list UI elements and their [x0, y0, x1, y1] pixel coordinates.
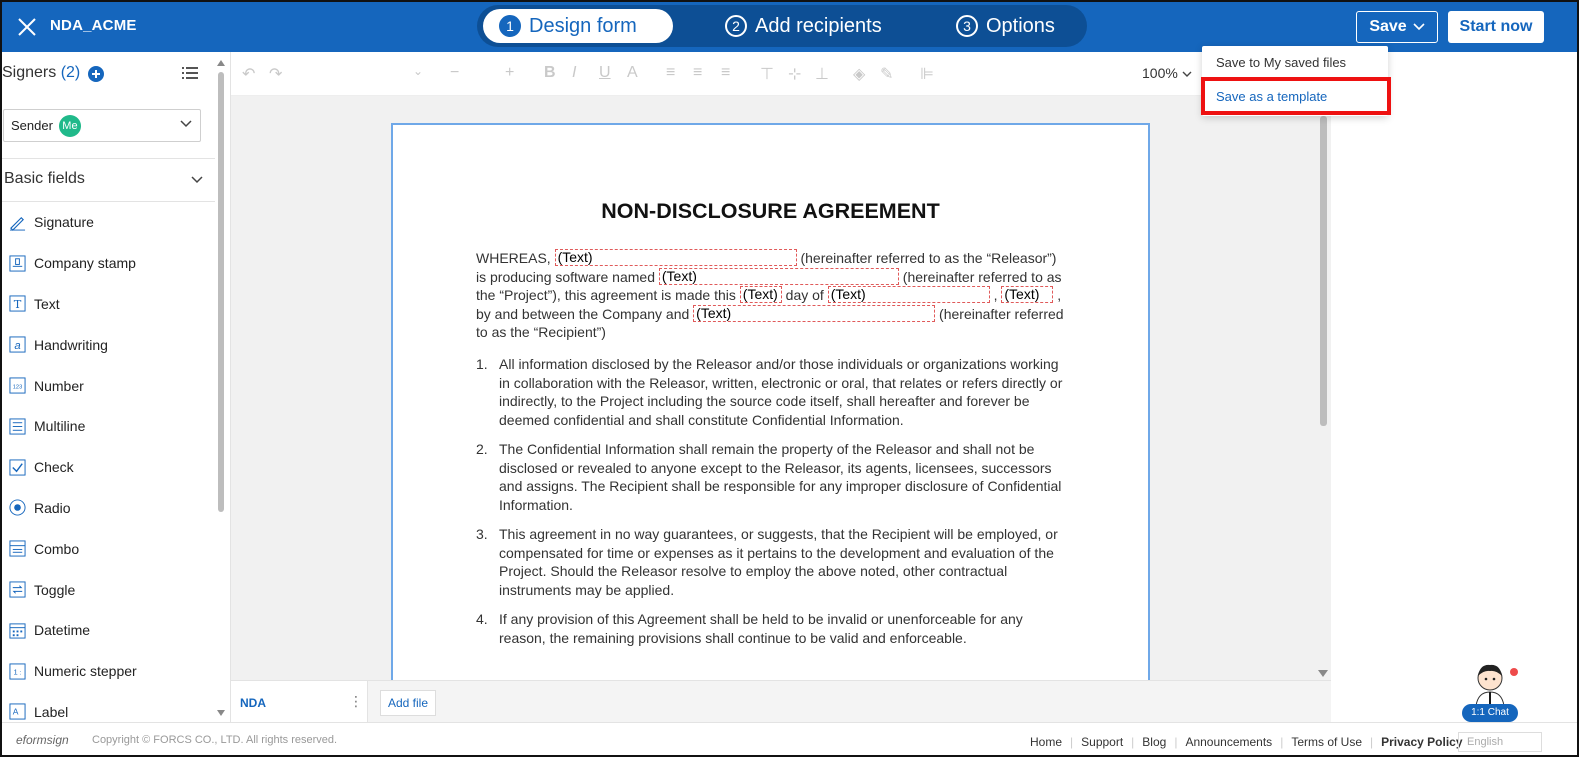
increase-size-icon[interactable]: + — [505, 64, 515, 81]
start-now-button[interactable]: Start now — [1448, 11, 1544, 43]
clause-number: 1. — [476, 356, 488, 372]
font-dropdown-icon[interactable]: ⌄ — [413, 64, 424, 78]
field-label: Toggle — [34, 581, 76, 598]
sidebar-scroll-thumb[interactable] — [218, 72, 224, 512]
scroll-down-icon[interactable] — [1318, 670, 1328, 677]
preamble-text: (hereinafter referred to as the “Releasor”) — [800, 250, 1057, 266]
footer-link-announcements[interactable]: Announcements — [1185, 735, 1273, 749]
field-label: Company stamp — [34, 255, 136, 272]
step-number: 2 — [725, 15, 747, 37]
footer-link-privacy[interactable]: Privacy Policy — [1381, 735, 1463, 749]
chat-avatar-icon — [1462, 662, 1518, 706]
font-color-icon[interactable]: A — [627, 64, 638, 81]
clause-number: 2. — [476, 441, 488, 457]
bold-icon[interactable]: B — [544, 64, 556, 81]
field-label: Text — [34, 295, 60, 312]
align-right-icon[interactable]: ≡ — [721, 64, 731, 81]
clause-text: All information disclosed by the Releasor and/or those individuals or organizations working in collaboration with the Releasor, written, electronic or oral, that relates or refers directly or indirectly, to the Project including the source code itself, shall hereafter and forever be deemed confidential and shall constitute Confidential Information. — [499, 356, 1063, 428]
chevron-down-icon[interactable] — [191, 176, 203, 184]
scroll-down-icon[interactable] — [217, 710, 225, 716]
preamble-text: to as the “Recipient”) — [476, 324, 606, 340]
italic-icon[interactable]: I — [572, 64, 577, 81]
underline-icon[interactable]: U — [599, 64, 611, 81]
signature-icon — [9, 214, 26, 231]
field-text[interactable] — [2, 284, 215, 325]
close-icon[interactable] — [16, 16, 38, 38]
field-company-stamp[interactable] — [2, 243, 215, 284]
clause-item — [476, 440, 1066, 514]
field-label: Label — [34, 703, 69, 720]
text-field[interactable]: (Text) — [1001, 286, 1053, 303]
svg-text:a: a — [14, 340, 21, 353]
preamble-text: day of — [785, 287, 824, 303]
field-combo[interactable] — [2, 528, 215, 569]
top-header — [2, 2, 1577, 52]
undo-icon[interactable]: ↶ — [242, 66, 256, 83]
document-title: NDA_ACME — [50, 17, 137, 34]
multiline-icon — [9, 418, 26, 435]
svg-text::: : — [19, 668, 22, 676]
preamble-text: (hereinafter referred — [939, 305, 1064, 322]
step-label: Options — [986, 14, 1055, 37]
document-tab-label: NDA — [240, 696, 266, 710]
clause-number: 3. — [476, 526, 488, 542]
footer-link-support[interactable]: Support — [1081, 735, 1124, 749]
basic-fields-heading[interactable]: Basic fields — [4, 170, 85, 187]
label-icon — [9, 703, 26, 720]
field-label: Combo — [34, 540, 80, 557]
svg-text:A: A — [12, 706, 19, 717]
add-file-button[interactable]: Add file — [380, 690, 436, 716]
field-label: Datetime — [34, 622, 91, 639]
divider — [2, 158, 215, 159]
preamble-paragraph — [476, 249, 1076, 342]
decrease-size-icon[interactable]: − — [450, 64, 460, 81]
preamble-text: is producing software named — [476, 268, 655, 285]
copyright-text: Copyright © FORCS CO., LTD. All rights reserved. — [92, 734, 338, 746]
radio-icon — [9, 499, 26, 516]
field-handwriting[interactable] — [2, 324, 215, 365]
sidebar-scrollbar[interactable] — [217, 60, 225, 720]
combo-icon — [9, 540, 26, 557]
calendar-icon — [9, 622, 26, 639]
step-options[interactable] — [940, 9, 1071, 43]
field-toggle[interactable] — [2, 569, 215, 610]
stamp-icon — [9, 255, 26, 272]
text-field[interactable]: (Text) — [828, 286, 990, 303]
document-tab[interactable] — [231, 681, 368, 723]
field-label: Check — [34, 459, 74, 476]
field-radio[interactable] — [2, 488, 215, 529]
document-tabs-bar — [231, 680, 1331, 722]
clause-text: This agreement in no way guarantees, or suggests, that the Recipient will be employed, or compensated for time or expenses as it pertains to the development and evaluation of the Project. Should the Releasor resolve to employ the above noted, other contractual instruments may be applied. — [499, 526, 1058, 598]
notification-dot — [1510, 668, 1518, 676]
field-list — [2, 202, 215, 732]
chevron-down-icon — [180, 120, 192, 128]
left-sidebar — [2, 52, 231, 722]
align-middle-icon[interactable]: ⊹ — [788, 66, 802, 83]
sender-label: Sender — [11, 118, 53, 133]
redo-icon[interactable]: ↷ — [269, 66, 283, 83]
field-signature[interactable] — [2, 202, 215, 243]
document-canvas — [231, 96, 1331, 680]
zoom-value: 100% — [1142, 65, 1178, 81]
chat-widget[interactable] — [1462, 662, 1518, 724]
svg-text:123: 123 — [12, 384, 23, 391]
field-datetime[interactable] — [2, 610, 215, 651]
field-number[interactable] — [2, 365, 215, 406]
align-left-icon[interactable]: ≡ — [666, 64, 676, 81]
clause-number: 4. — [476, 611, 488, 627]
align-center-icon[interactable]: ≡ — [693, 64, 703, 81]
signer-select[interactable] — [3, 109, 201, 142]
toggle-icon — [9, 581, 26, 598]
document-heading: NON-DISCLOSURE AGREEMENT — [601, 199, 940, 223]
me-badge: Me — [59, 115, 81, 137]
step-navigation — [477, 5, 1087, 47]
checkbox-icon — [9, 459, 26, 476]
field-label: Radio — [34, 499, 71, 516]
fill-color-icon[interactable]: ◈ — [853, 66, 866, 83]
footer-link-terms[interactable]: Terms of Use — [1291, 735, 1362, 749]
handwriting-icon — [9, 336, 26, 353]
step-label: Design form — [529, 14, 637, 37]
canvas-scroll-thumb[interactable] — [1320, 116, 1327, 426]
footer-link-blog[interactable]: Blog — [1142, 735, 1167, 749]
preamble-text: , — [993, 287, 998, 303]
text-field[interactable]: (Text) — [740, 286, 782, 303]
step-add-recipients[interactable] — [709, 9, 898, 43]
zoom-select[interactable] — [1142, 65, 1192, 81]
preamble-text: by and between the Company and — [476, 305, 690, 322]
preamble-text: (hereinafter referred to as — [902, 268, 1062, 285]
signers-heading — [2, 64, 80, 82]
save-button[interactable] — [1356, 11, 1438, 43]
stepper-icon — [9, 663, 26, 680]
signers-count: (2) — [60, 64, 81, 81]
list-icon[interactable] — [182, 66, 198, 80]
align-bottom-icon[interactable]: ⊥ — [815, 66, 829, 83]
field-label: Signature — [34, 214, 94, 231]
footer — [2, 722, 1577, 755]
save-to-my-files-item[interactable]: Save to My saved files — [1216, 55, 1347, 70]
number-icon — [9, 377, 26, 394]
clause-text: The Confidential Information shall remain the property of the Releasor and shall not be disclosed or revealed to anyone except to the Releasor, its agents, licensees, successors and assigns. The Recipient shall be responsible for any improper disclosure of Confidential Information. — [499, 441, 1062, 513]
save-label: Save — [1369, 18, 1407, 35]
highlight-box — [1201, 77, 1391, 115]
chat-label: 1:1 Chat — [1462, 704, 1518, 722]
chevron-down-icon — [1413, 23, 1425, 31]
scroll-up-icon[interactable] — [217, 60, 225, 66]
step-number: 3 — [956, 15, 978, 37]
more-options-icon[interactable]: ⋮ — [349, 693, 363, 709]
field-check[interactable] — [2, 447, 215, 488]
svg-text:1: 1 — [13, 666, 18, 676]
svg-text:T: T — [13, 297, 22, 312]
step-design-form[interactable] — [483, 9, 673, 43]
field-multiline[interactable] — [2, 406, 215, 447]
language-select[interactable] — [1458, 732, 1542, 752]
clause-item — [476, 525, 1066, 599]
signers-label: Signers — [2, 64, 57, 81]
text-icon — [9, 295, 26, 312]
clause-text: If any provision of this Agreement shall be held to be invalid or unenforceable for any reason, the remaining provisions shall continue to be valid and enforceable. — [499, 611, 1023, 646]
footer-link-home[interactable]: Home — [1030, 735, 1063, 749]
footer-links: Home | Support | Blog | Announcements | Terms of Use | Privacy Policy — [1030, 735, 1463, 749]
field-label: Number — [34, 377, 84, 394]
border-color-icon[interactable]: ✎ — [880, 66, 894, 83]
field-label: Handwriting — [34, 336, 108, 353]
field-label: Numeric stepper — [34, 663, 137, 680]
text-field[interactable]: (Text) — [555, 249, 797, 266]
right-panel — [1331, 96, 1577, 722]
step-label: Add recipients — [755, 14, 882, 37]
add-signer-icon[interactable] — [88, 66, 104, 82]
align-top-icon[interactable]: ⊤ — [760, 66, 774, 83]
clause-item — [476, 610, 1066, 647]
field-numeric-stepper[interactable] — [2, 651, 215, 692]
preamble-text: WHEREAS, — [476, 250, 551, 266]
clause-list — [476, 355, 1066, 658]
format-toolbar — [231, 52, 1331, 96]
clause-item — [476, 355, 1066, 429]
eformsign-logo: eformsign — [16, 733, 69, 747]
layout-icon[interactable]: ⊫ — [920, 66, 934, 83]
text-field[interactable]: (Text) — [659, 268, 899, 285]
preamble-text: the “Project”), this agreement is made this — [476, 287, 736, 303]
step-number: 1 — [499, 15, 521, 37]
language-value: English — [1467, 736, 1504, 748]
save-as-template-item[interactable]: Save as a template — [1216, 89, 1328, 104]
document-page — [391, 123, 1150, 680]
preamble-text: , — [1057, 287, 1062, 303]
field-label: Multiline — [34, 418, 86, 435]
chevron-down-icon — [1182, 71, 1192, 78]
text-field[interactable]: (Text) — [693, 305, 935, 322]
